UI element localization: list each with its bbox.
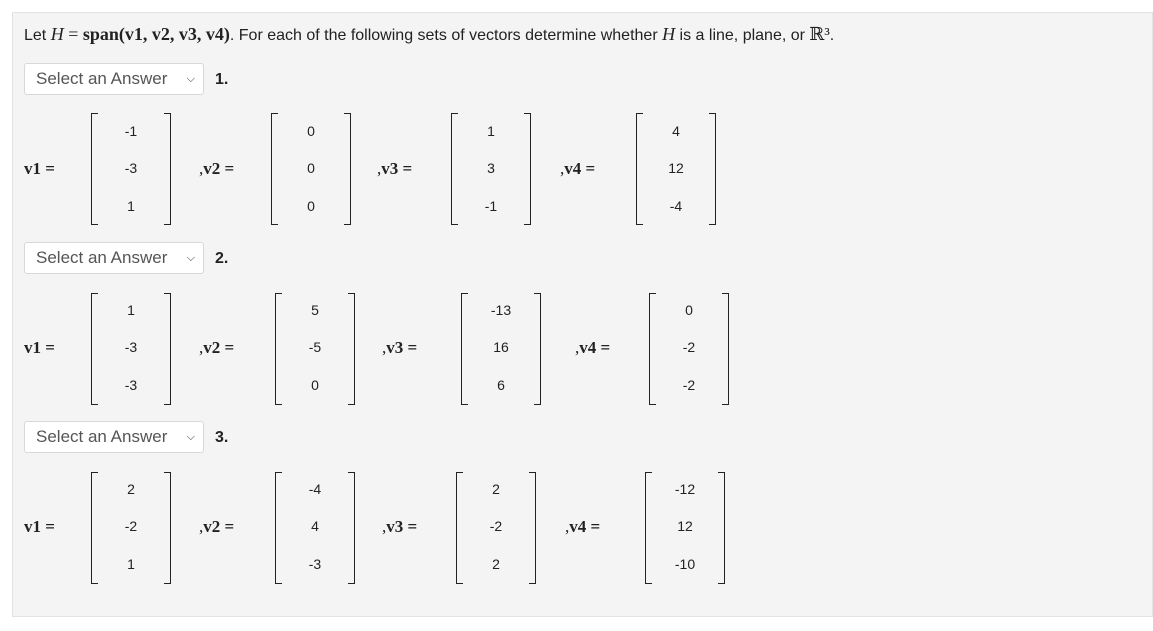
problem-number-2: 2. <box>215 250 229 267</box>
label-text: v2 = <box>203 159 235 178</box>
matrix-cell: -12 <box>674 481 696 497</box>
matrix-cell: -5 <box>308 339 322 355</box>
matrix-cell: 12 <box>677 518 693 534</box>
matrix-cell: -4 <box>308 481 322 497</box>
vector-label-v4 <box>565 517 600 537</box>
matrix-cell: -13 <box>490 302 512 318</box>
matrix-cell: 1 <box>127 556 135 572</box>
matrix-cell: -1 <box>124 123 138 139</box>
matrix-cell: 0 <box>307 160 315 176</box>
select-value-2: Select an Answer <box>36 248 168 267</box>
question-prompt <box>24 23 834 47</box>
vector-label-v3 <box>382 517 417 537</box>
matrix-cell: 2 <box>127 481 135 497</box>
math-r3: ℝ³ <box>809 24 830 44</box>
problem-number-1: 1. <box>215 71 229 88</box>
select-value-3: Select an Answer <box>36 427 168 446</box>
matrix-cell: 2 <box>492 481 500 497</box>
vector-matrix <box>451 113 531 225</box>
label-text: v4 = <box>564 159 596 178</box>
vector-matrix <box>91 472 171 584</box>
vector-matrix <box>456 472 536 584</box>
vector-matrix <box>275 293 355 405</box>
matrix-cell: -10 <box>674 556 696 572</box>
matrix-cell: 5 <box>311 302 319 318</box>
separator: , <box>199 517 204 536</box>
chevron-down-icon: ⌵ <box>186 73 195 85</box>
matrix-cell: 1 <box>127 302 135 318</box>
answer-select-3[interactable] <box>24 421 204 453</box>
label-text: v1 = <box>24 159 55 178</box>
label-text: v1 = <box>24 517 55 536</box>
prompt-math-h2 <box>662 24 675 44</box>
matrix-cell: 3 <box>487 160 495 176</box>
vector-matrix <box>91 113 171 225</box>
matrix-cell: 0 <box>685 302 693 318</box>
prompt-text: . For each of the following sets of vectors determine whether <box>229 27 658 44</box>
vector-label-v2 <box>199 159 234 179</box>
vector-matrix <box>91 293 171 405</box>
matrix-cell: -3 <box>124 377 138 393</box>
prompt-end: . <box>829 27 835 44</box>
label-text: v1 = <box>24 338 55 357</box>
separator: , <box>565 517 570 536</box>
vector-matrix <box>649 293 729 405</box>
label-text: v3 = <box>386 517 418 536</box>
label-text: v3 = <box>381 159 413 178</box>
vector-label-v2 <box>199 338 234 358</box>
answer-select-1[interactable] <box>24 63 204 95</box>
chevron-down-icon: ⌵ <box>186 252 195 264</box>
matrix-cell: -3 <box>308 556 322 572</box>
matrix-cell: -2 <box>124 518 138 534</box>
math-h2: H <box>662 24 676 44</box>
separator: , <box>560 159 565 178</box>
matrix-cell: 0 <box>307 123 315 139</box>
vector-label-v3 <box>377 159 412 179</box>
matrix-cell: -2 <box>682 339 696 355</box>
matrix-cell: 4 <box>311 518 319 534</box>
label-text: v2 = <box>203 338 235 357</box>
matrix-cell: 12 <box>668 160 684 176</box>
separator: , <box>382 338 387 357</box>
vector-label-v3 <box>382 338 417 358</box>
separator: , <box>377 159 382 178</box>
label-text: v4 = <box>579 338 611 357</box>
problem-number-3: 3. <box>215 429 229 446</box>
separator: , <box>199 338 204 357</box>
vector-label-v4 <box>575 338 610 358</box>
matrix-cell: 0 <box>307 198 315 214</box>
select-value-1: Select an Answer <box>36 69 168 88</box>
vector-label-v2 <box>199 517 234 537</box>
matrix-cell: 1 <box>487 123 495 139</box>
matrix-cell: 1 <box>127 198 135 214</box>
math-span: span(v1, v2, v3, v4) <box>82 24 230 44</box>
question-panel <box>12 12 1153 617</box>
answer-select-2[interactable] <box>24 242 204 274</box>
matrix-cell: 16 <box>493 339 509 355</box>
matrix-cell: 0 <box>311 377 319 393</box>
label-text: v3 = <box>386 338 418 357</box>
vector-matrix <box>636 113 716 225</box>
matrix-cell: 6 <box>497 377 505 393</box>
prompt-text2: is a line, plane, or <box>679 27 805 44</box>
vector-matrix <box>275 472 355 584</box>
vector-label-v1 <box>24 517 55 537</box>
vector-label-v4 <box>560 159 595 179</box>
label-text: v4 = <box>569 517 601 536</box>
matrix-cell: -4 <box>669 198 683 214</box>
math-eq: = <box>68 24 79 44</box>
matrix-cell: 4 <box>672 123 680 139</box>
separator: , <box>382 517 387 536</box>
vector-matrix <box>271 113 351 225</box>
label-text: v2 = <box>203 517 235 536</box>
separator: , <box>199 159 204 178</box>
chevron-down-icon: ⌵ <box>186 431 195 443</box>
matrix-cell: 2 <box>492 556 500 572</box>
matrix-cell: -1 <box>484 198 498 214</box>
vector-label-v1 <box>24 338 55 358</box>
vector-matrix <box>645 472 725 584</box>
matrix-cell: -2 <box>489 518 503 534</box>
vector-matrix <box>461 293 541 405</box>
separator: , <box>575 338 580 357</box>
matrix-cell: -3 <box>124 160 138 176</box>
matrix-cell: -2 <box>682 377 696 393</box>
math-h: H <box>50 24 64 44</box>
prompt-let: Let <box>24 27 47 44</box>
matrix-cell: -3 <box>124 339 138 355</box>
vector-label-v1 <box>24 159 55 179</box>
prompt-math <box>51 24 230 44</box>
